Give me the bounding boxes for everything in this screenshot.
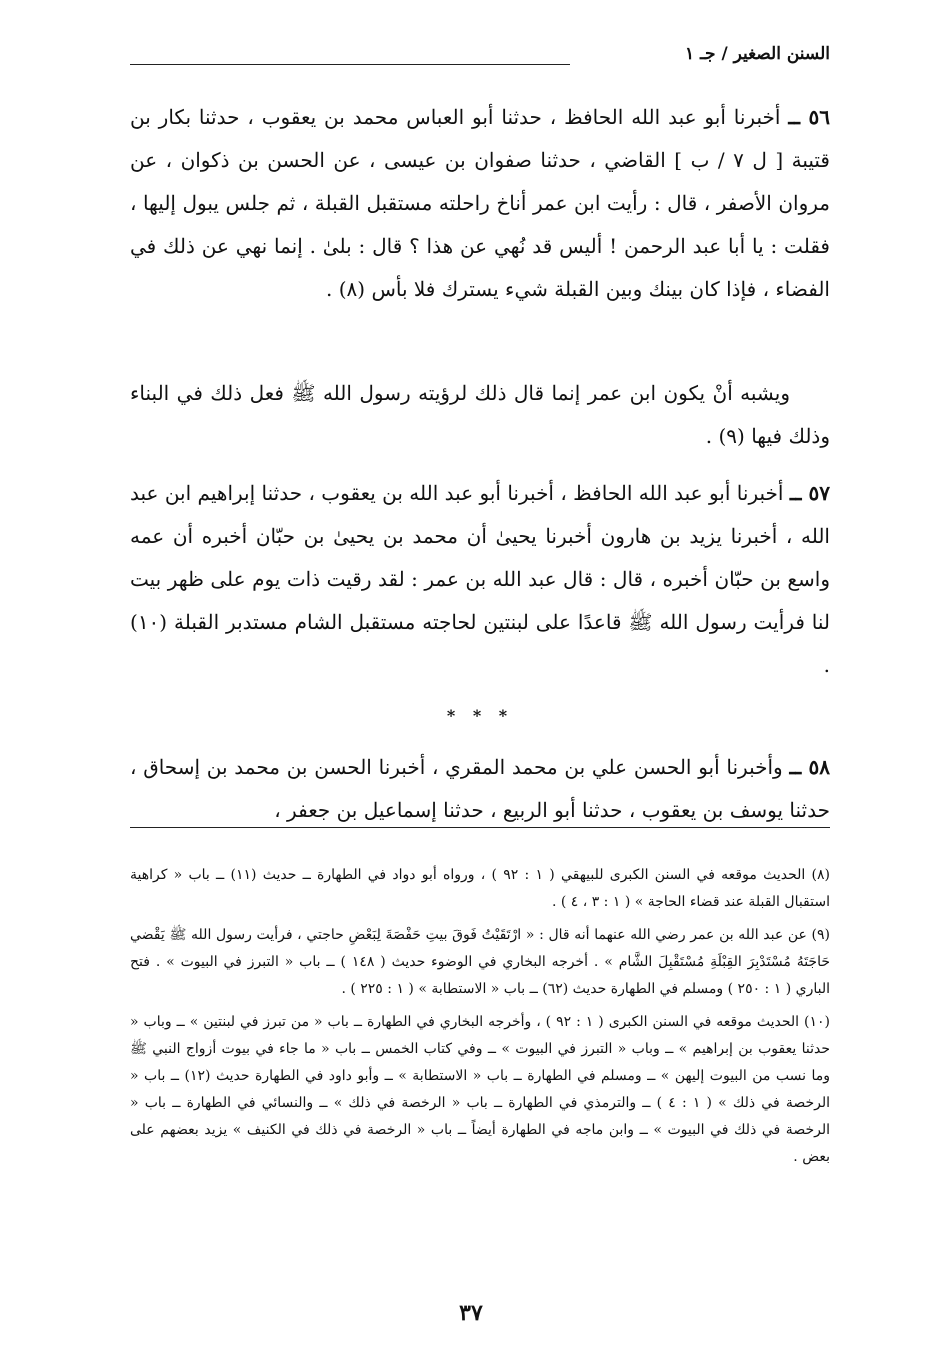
hadith-56-number: ٥٦ ــ (788, 105, 831, 129)
hadith-58-number: ٥٨ ــ (789, 755, 831, 779)
page-number: ٣٧ (459, 1300, 483, 1326)
header-rule (130, 64, 570, 65)
running-header (130, 36, 830, 76)
hadith-56-text: أخبرنا أبو عبد الله الحافظ ، حدثنا أبو العباس محمد بن يعقوب ، حدثنا بكار بن قتيبة [ ل ٧ / ب ] القاضي ، حدثنا صفوان بن عيسى ، عن الحسن بن ذكوان ، عن مروان الأصفر ، قال : رأيت ابن عمر أناخ راحلته مستقبل القبلة ، ثم جلس يبول إليها ، فقلت : يا أبا عبد الرحمن ! أليس قد نُهي عن هذا ؟ قال : بلىٰ . إنما نهي عن ذلك في الفضاء ، فإذا كان بينك وبين القبلة شيء يسترك فلا بأس (٨) . (130, 105, 830, 301)
header-title: السنن الصغير / جـ ١ (684, 44, 830, 64)
hadith-57-text: أخبرنا أبو عبد الله الحافظ ، أخبرنا أبو عبد الله بن يعقوب ، حدثنا إبراهيم ابن عبد الله ، أخبرنا يزيد بن هارون أخبرنا يحيىٰ أن محمد بن يحيىٰ بن حبّان أخبره أن عمه واسع بن حبّان أخبره ، قال : قال عبد الله بن عمر : لقد رقيت ذات يوم على ظهر بيت لنا فرأيت رسول الله ﷺ قاعدًا على لبنتين لحاجته مستقبل الشام مستدبر القبلة (١٠) . (130, 481, 830, 677)
hadith-57-number: ٥٧ ــ (789, 481, 830, 505)
section-separator: * * * (446, 706, 514, 725)
comment-text: ويشبه أنْ يكون ابن عمر إنما قال ذلك لرؤيته رسول الله ﷺ فعل ذلك في البناء وذلك فيها (٩) . (130, 381, 830, 448)
hadith-58 (130, 746, 830, 832)
footnote-rule (130, 827, 830, 828)
hadith-57 (130, 472, 830, 687)
footnote-8: (٨) الحديث موقعه في السنن الكبرى للبيهقي ( ١ : ٩٢ ) ، ورواه أبو دواد في الطهارة ــ حديث (١١) ــ باب « كراهية استقبال القبلة عند قضاء الحاجة » ( ١ : ٣ ، ٤ ) . (130, 867, 830, 910)
footnote-10: (١٠) الحديث موقعه في السنن الكبرى ( ١ : ٩٢ ) ، وأخرجه البخاري في الطهارة ــ باب « من تبرز في لبنتين » ــ وباب « حدثنا يعقوب بن إبراهيم » ــ وباب « التبرز في البيوت » ــ وفي كتاب الخمس ــ باب « ما جاء في بيوت أزواج النبي ﷺ وما نسب من البيوت إليهن » ــ ومسلم في الطهارة ــ باب « الاستطابة » ــ وأبو داود في الطهارة حديث (١٢) ــ باب « الرخصة في ذلك » ( ١ : ٤ ) ــ والترمذي في الطهارة ــ باب « الرخصة في ذلك » ــ والنسائي في الطهارة ــ باب « الرخصة في ذلك في البيوت » ــ وابن ماجه في الطهارة أيضاً ــ باب « الرخصة في ذلك في الكنيف » يزيد بعضهم على بعض . (130, 1014, 830, 1165)
footnotes (130, 862, 830, 1177)
comment-paragraph (130, 372, 830, 458)
hadith-56 (130, 96, 830, 311)
footnote-9: (٩) عن عبد الله بن عمر رضي الله عنهما أنه قال : « ارْتَقَيْتُ فَوقَ بيتِ حَفْصَةَ لِبَعْضِ حاجتي ، فرأيت رسول الله ﷺ يَقْضي حَاجَتَهُ مُسْتَدْبِرَ القِبْلَةِ مُسْتَقْبِلَ الشَّام » . أخرجه البخاري في الوضوء حديث ( ١٤٨ ) ــ باب « التبرز في البيوت » . فتح الباري ( ١ : ٢٥٠ ) ومسلم في الطهارة حديث (٦٢) ــ باب « الاستطابة » ( ١ : ٢٢٥ ) . (130, 927, 830, 997)
hadith-58-text: وأخبرنا أبو الحسن علي بن محمد المقري ، أخبرنا الحسن بن محمد بن إسحاق ، حدثنا يوسف بن يعقوب ، حدثنا أبو الربيع ، حدثنا إسماعيل بن جعفر ، (130, 755, 830, 822)
